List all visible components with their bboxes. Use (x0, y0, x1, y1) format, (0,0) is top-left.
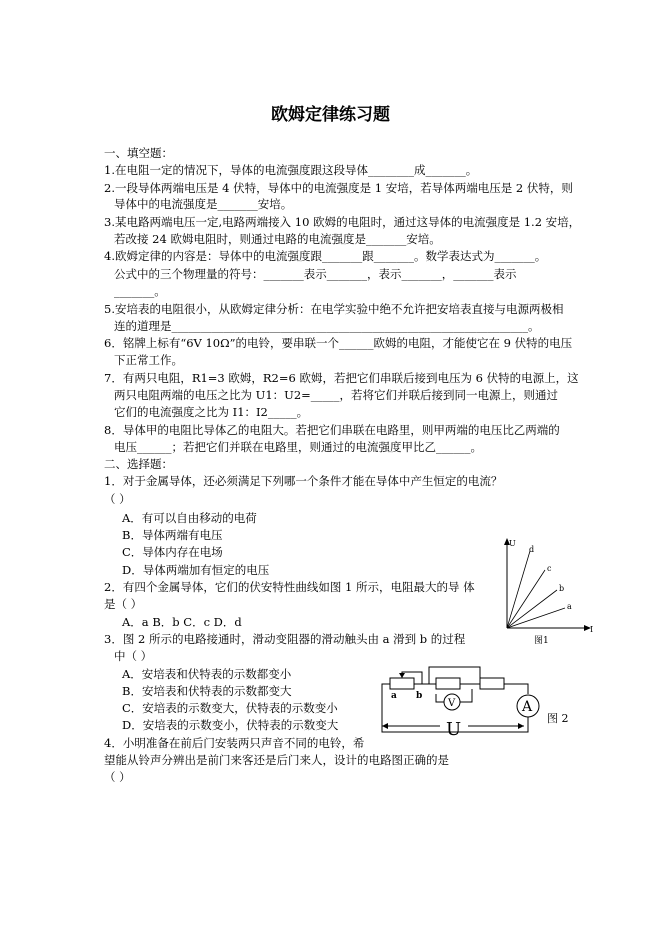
figure-2-circuit (376, 662, 576, 742)
question-line: 5.安培表的电阻很小，从欧姆定律分析：在电学实验中绝不允许把安培表直接与电源两极相 (104, 302, 564, 316)
question-line: 两只电阻两端的电压之比为 U1：U2=_____，若将它们并联后接到同一电源上，则通过 (114, 388, 559, 402)
voltmeter-lead-left (436, 694, 444, 702)
line-label-a: a (567, 602, 572, 611)
option-line: B．安培表和伏特表的示数都变大 (122, 684, 292, 698)
wire-right-top (504, 684, 528, 694)
question-line: 1.在电阻一定的情况下，导体的电流强度跟这段导体________成_______。 (104, 163, 478, 177)
question-line: 3．图 2 所示的电路接通时，滑动变阻器的滑动触头由 a 滑到 b 的过程 (104, 632, 466, 646)
question-line: 6．铭牌上标有“6V 10Ω”的电铃，要串联一个______欧姆的电阻，才能使它在 9 伏特的电压 (104, 336, 573, 350)
question-line: 2．有四个金属导体，它们的伏安特性曲线如图 1 所示，电阻最大的导 体 (104, 580, 475, 594)
option-line: D．安培表的示数变小，伏特表的示数变大 (122, 718, 339, 732)
rheostat-body (390, 678, 414, 689)
question-blank: 是（ ） (104, 597, 143, 611)
page-title: 欧姆定律练习题 (271, 105, 390, 125)
source-label: U (446, 719, 462, 740)
resistor-1 (436, 678, 460, 689)
question-line: 8．导体甲的电阻比导体乙的电阻大。若把它们串联在电路里，则甲两端的电压比乙两端的 (104, 423, 560, 437)
option-line: A．a B．b C．c D．d (122, 615, 242, 629)
option-line: A．安培表和伏特表的示数都变小 (122, 667, 292, 681)
question-line: 4.欧姆定律的内容是：导体中的电流强度跟_______跟_______。数学表达式为_______。 (104, 249, 547, 263)
figure-1-caption: 图1 (534, 636, 549, 646)
ammeter-symbol: A (522, 699, 533, 715)
question-blank: 中（ ） (114, 649, 153, 663)
voltmeter-symbol: V (448, 698, 456, 709)
question-line: 望能从铃声分辨出是前门来客还是后门来人，设计的电路图正确的是 (104, 753, 449, 767)
question-line: 电压______；若把它们并联在电路里，则通过的电流强度甲比乙______。 (114, 440, 482, 454)
slider-arrow (399, 673, 405, 678)
line-d (507, 551, 530, 628)
wire-left (382, 684, 390, 722)
option-line: C．导体内存在电场 (122, 545, 223, 559)
question-line: _______。 (114, 284, 166, 298)
question-line: 2.一段导体两端电压是 4 伏特，导体中的电流强度是 1 安培，若导体两端电压是 2 伏特，则 (104, 181, 573, 195)
resistor-2 (480, 678, 504, 689)
question-line: 它们的电流强度之比为 I1：I2_____。 (114, 405, 309, 419)
question-line: 1．对于金属导体，还必须满足下列哪一个条件才能在导体中产生恒定的电流？ (104, 474, 503, 488)
question-line: 公式中的三个物理量的符号：_______表示_______，表示_______，_______表示 (114, 267, 517, 281)
figure-2-caption: 图 2 (547, 712, 569, 725)
line-label-d: d (529, 545, 535, 554)
line-a (507, 608, 565, 628)
question-line: 下正常工作。 (114, 353, 183, 367)
section-heading-choice: 二、选择题： (104, 457, 173, 471)
question-line: 7．有两只电阻，R1=3 欧姆，R2=6 欧姆，若把它们串联后接到电压为 6 伏特的电源上，这 (104, 371, 579, 385)
question-blank: （ ） (104, 492, 131, 506)
option-line: C．安培表的示数变大，伏特表的示数变小 (122, 701, 338, 715)
voltmeter-lead-right (460, 689, 472, 702)
label-a: a (391, 691, 397, 701)
option-line: B．导体两端有电压 (122, 528, 223, 542)
line-label-c: c (547, 564, 552, 573)
question-line: 连的道理是______________________________________________________________。 (114, 319, 540, 333)
line-c (507, 570, 545, 628)
label-b: b (416, 691, 423, 701)
arrowhead-right (518, 723, 524, 729)
section-heading-fill: 一、填空题： (104, 146, 173, 160)
question-line: 4．小明准备在前后门安装两只声音不同的电铃，希 (104, 736, 365, 750)
question-line: 若改接 24 欧姆电阻时，则通过电路的电流强度是_______安培。 (114, 232, 441, 246)
question-blank: （ ） (104, 770, 131, 784)
parallel-top-wire (429, 667, 480, 684)
question-line: 导体中的电流强度是_______安培。 (114, 197, 293, 211)
question-line: 3.某电路两端电压一定,电路两端接入 10 欧姆的电阻时，通过这导体的电流强度是 1.2 安培， (104, 215, 581, 229)
arrowhead-left (382, 723, 388, 729)
x-axis-label: I (590, 625, 594, 634)
line-label-b: b (559, 584, 565, 593)
option-line: D．导体两端加有恒定的电压 (122, 563, 270, 577)
figure-1-iv-graph (490, 535, 600, 650)
line-b (507, 590, 557, 628)
option-line: A．有可以自由移动的电荷 (122, 511, 257, 525)
y-axis-label: U (509, 539, 516, 548)
